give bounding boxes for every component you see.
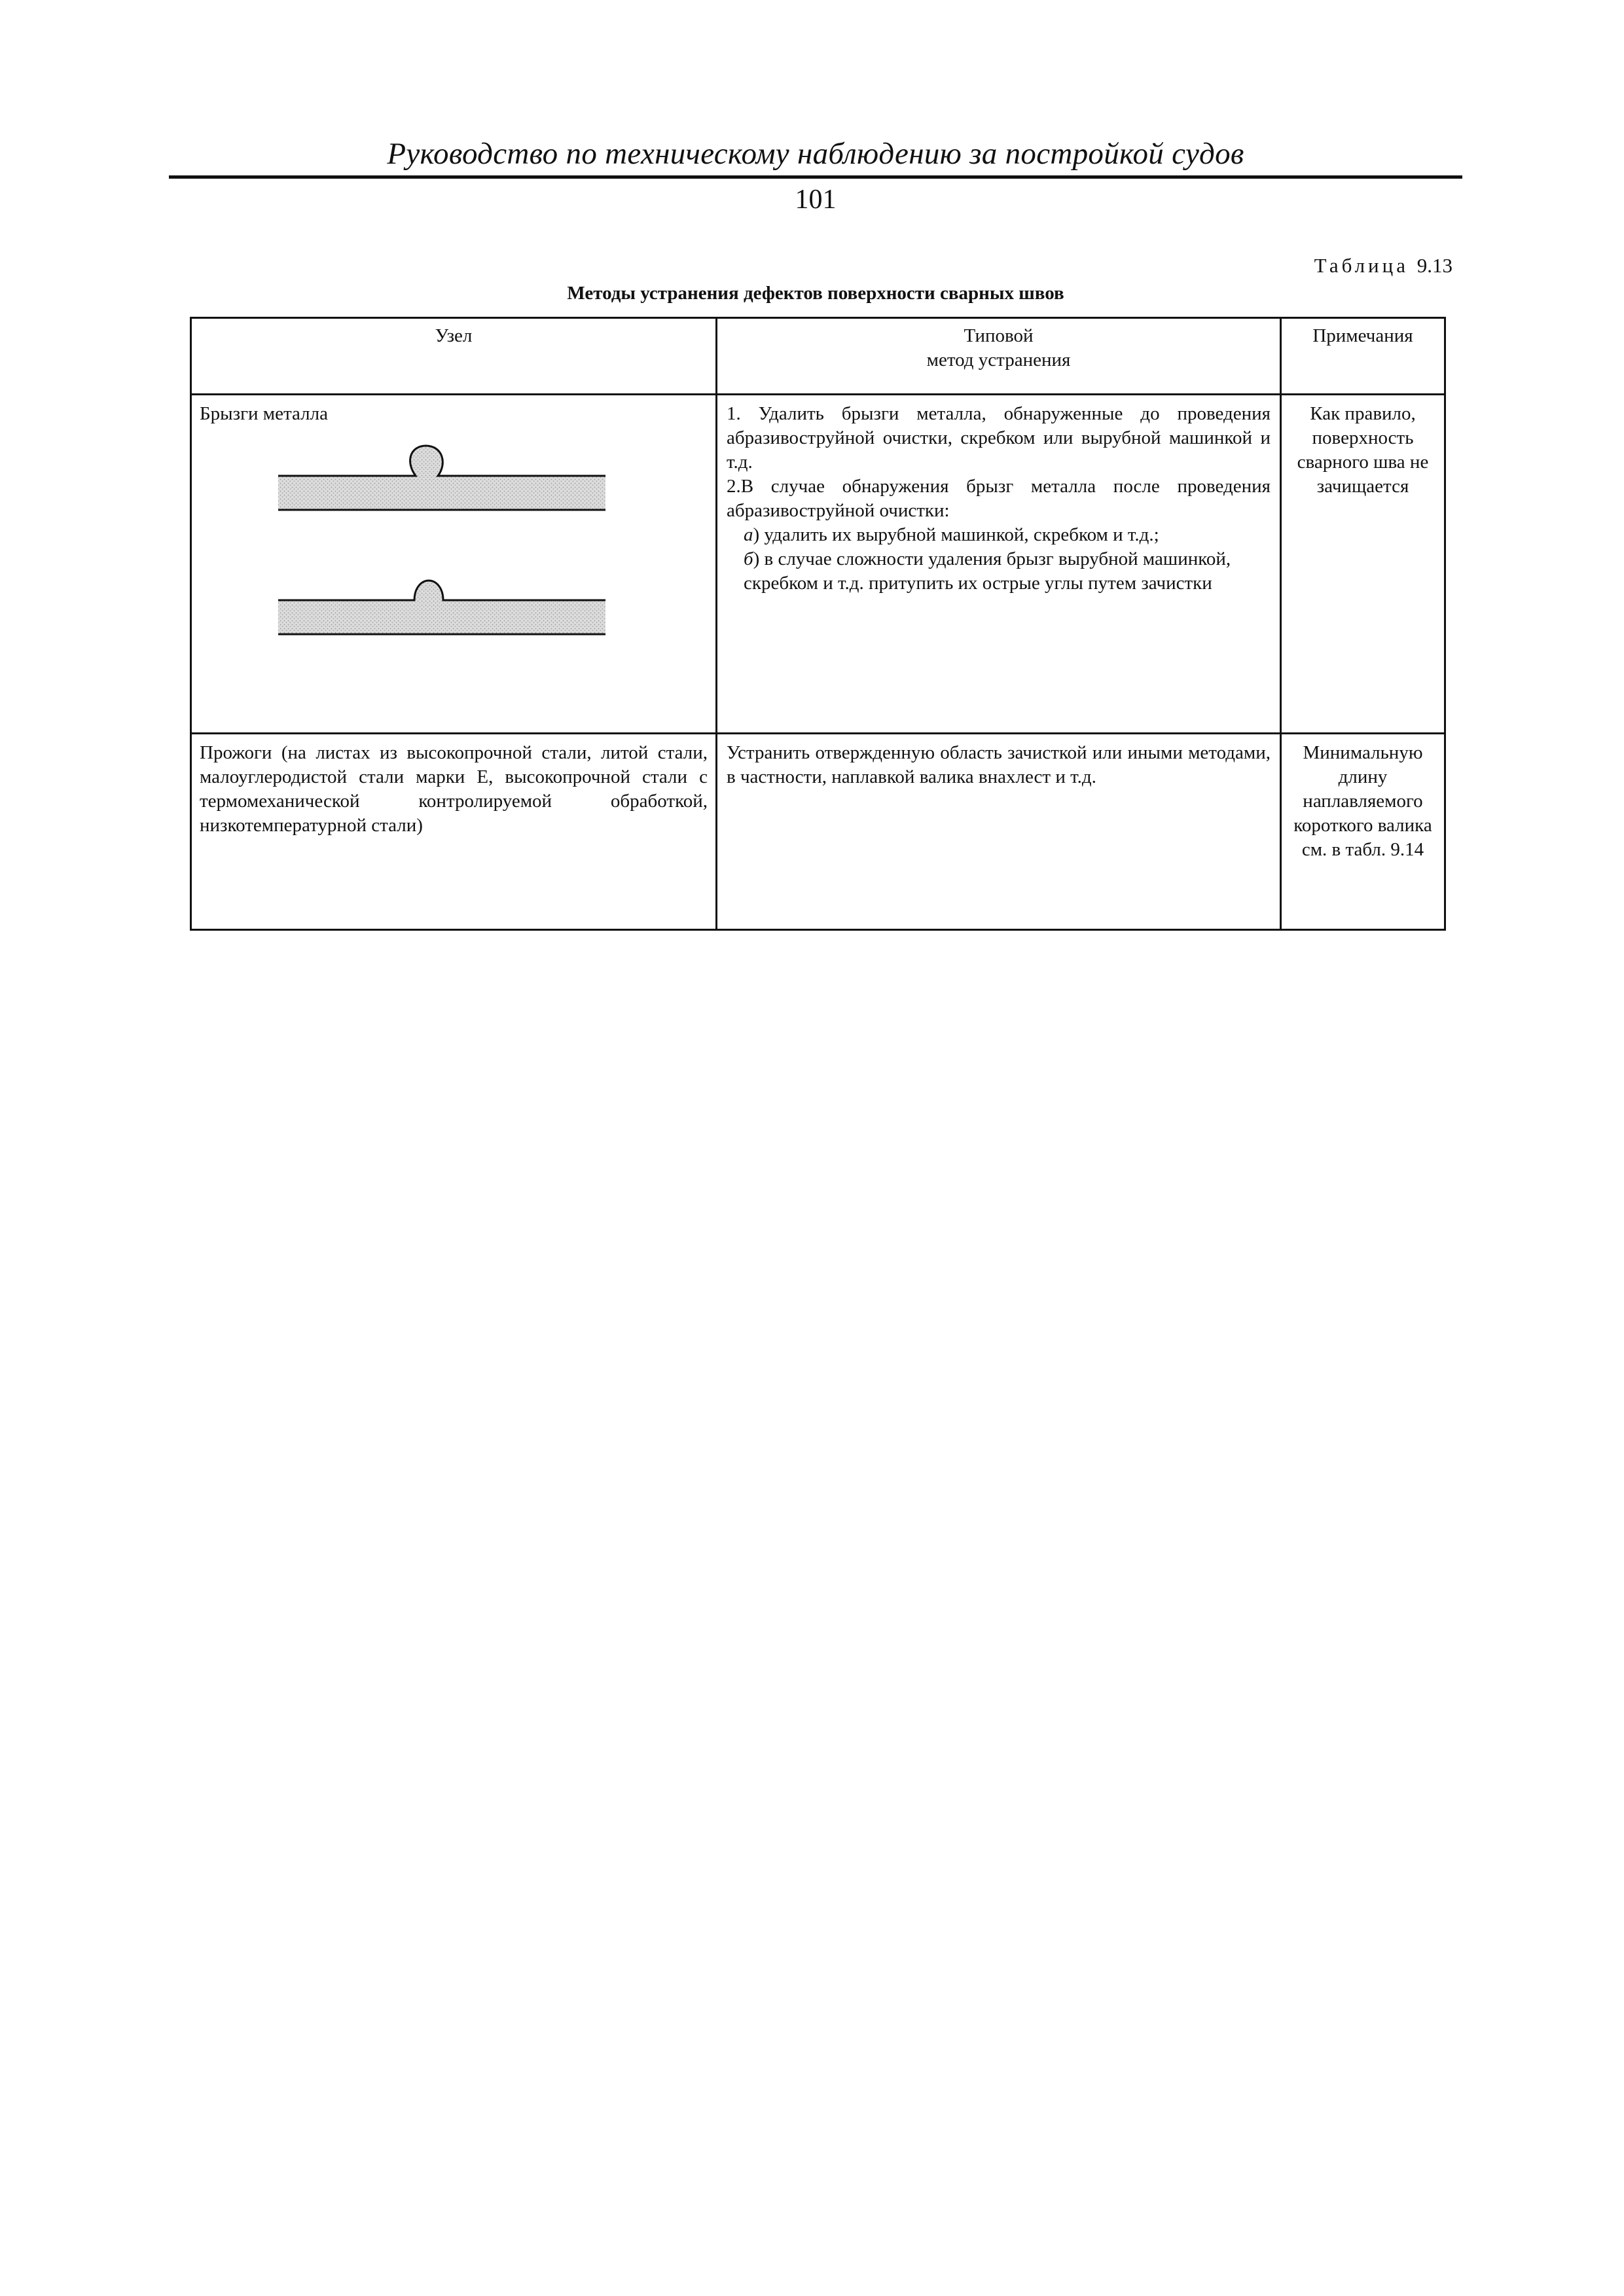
defects-table: [190, 317, 1446, 931]
notes-text: Минимальную длину наплавляемого короткого валика см. в табл. 9.14: [1293, 742, 1432, 860]
method-step-2: 2.В случае обнаружения брызг металла после проведения абразивоструйной очистки:: [727, 476, 1271, 521]
spatter-sketch: [272, 443, 612, 653]
running-title: Руководство по техническому наблюдению за постройкой судов: [387, 137, 1244, 171]
table-row: [191, 734, 1445, 930]
method-step-2a-marker: а: [744, 524, 753, 545]
table-row: [191, 395, 1445, 734]
method-cell: [717, 734, 1281, 930]
method-step-2b-marker: б: [744, 548, 753, 569]
notes-cell: [1281, 734, 1445, 930]
method-step-2b-text: ) в случае сложности удаления брызг вырубной машинкой, скребком и т.д. притупить их острые углы путем зачистки: [744, 548, 1231, 594]
notes-text: Как правило, поверхность сварного шва не зачищается: [1297, 403, 1429, 497]
column-header-method-line1: Типовой: [964, 325, 1034, 346]
column-header-method-line2: метод устранения: [926, 350, 1071, 370]
plate-with-small-spatter: [278, 581, 605, 634]
table-label: [1314, 253, 1453, 279]
table-header-row: [191, 318, 1445, 395]
column-header-node: Узел: [191, 318, 717, 395]
method-step-2b: [727, 547, 1271, 596]
method-step-2a: [727, 523, 1271, 547]
header-rule: [169, 175, 1462, 179]
method-step-1: 1. Удалить брызги металла, обнаруженные до проведения абразивоструйной очистки, скребком или вырубной машинкой и т.д.: [727, 403, 1271, 473]
notes-cell: [1281, 395, 1445, 734]
method-step-2a-text: ) удалить их вырубной машинкой, скребком и т.д.;: [753, 524, 1159, 545]
page-number: 101: [795, 185, 837, 215]
table-label-word: Таблица: [1314, 254, 1409, 277]
method-text: Устранить отвержденную область зачисткой или иными методами, в частности, наплавкой валика внахлест и т.д.: [727, 742, 1271, 787]
column-header-notes: Примечания: [1281, 318, 1445, 395]
node-name: Брызги металла: [200, 403, 328, 424]
column-header-method: [717, 318, 1281, 395]
node-cell: [191, 395, 717, 734]
node-name: Прожоги (на листах из высокопрочной стали, литой стали, малоуглеродистой стали марки E, высокопрочной стали с термомеханической контролируемой обработкой, низкотемпературной стали): [200, 742, 708, 836]
node-cell: [191, 734, 717, 930]
table-label-number: 9.13: [1416, 254, 1453, 277]
method-cell: [717, 395, 1281, 734]
table-title: Методы устранения дефектов поверхности сварных швов: [567, 283, 1064, 304]
plate-with-large-spatter: [278, 446, 605, 510]
